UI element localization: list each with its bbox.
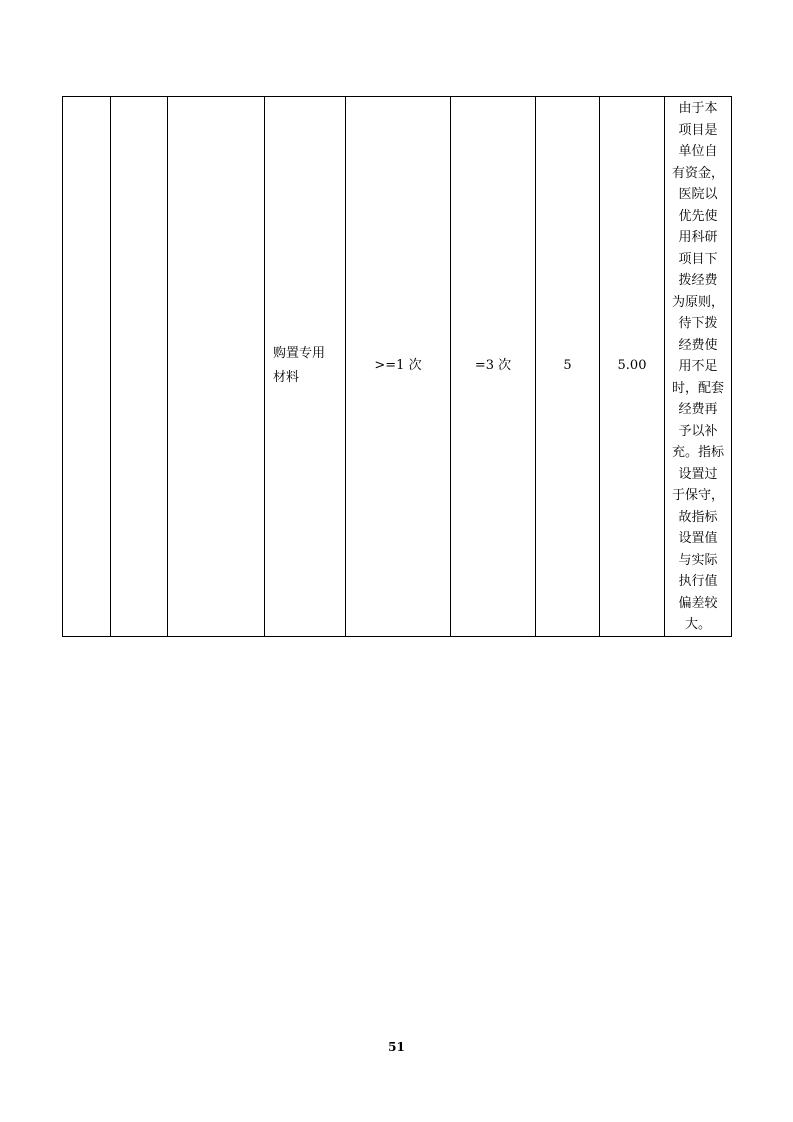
deviation-note-line: 单位自 bbox=[678, 144, 718, 159]
deviation-note-line: 用科研 bbox=[678, 230, 718, 245]
deviation-note-line: 充。指标 bbox=[671, 445, 724, 460]
cell-col2 bbox=[111, 97, 168, 637]
cell-actual-value: =3 次 bbox=[451, 97, 536, 637]
cell-score: 5.00 bbox=[600, 97, 665, 637]
deviation-note-line: 时，配套 bbox=[671, 380, 724, 396]
deviation-note-line: 有资金， bbox=[671, 165, 724, 181]
deviation-note-line: 设置值 bbox=[678, 531, 718, 546]
table-row bbox=[63, 97, 732, 637]
deviation-note-line: 偏差较 bbox=[678, 595, 718, 611]
cell-deviation-note bbox=[665, 97, 732, 637]
deviation-note-line: 用不足 bbox=[678, 359, 718, 374]
deviation-note-line: 优先使 bbox=[678, 208, 718, 224]
deviation-note-line: 予以补 bbox=[678, 423, 718, 439]
cell-target-value: >=1 次 bbox=[346, 97, 451, 637]
deviation-note-line: 设置过 bbox=[678, 466, 718, 482]
deviation-note-line: 经费再 bbox=[678, 402, 718, 417]
cell-indicator-name bbox=[265, 97, 346, 637]
deviation-note-line: 大。 bbox=[684, 617, 711, 632]
indicator-name-text: 购置专用 材料 bbox=[273, 346, 326, 386]
deviation-note-line: 执行值 bbox=[678, 574, 718, 589]
performance-table bbox=[62, 96, 732, 637]
deviation-note-lines bbox=[665, 98, 731, 636]
deviation-note-line: 项目下 bbox=[678, 251, 718, 267]
deviation-note-line: 为原则， bbox=[671, 294, 724, 310]
deviation-note-line: 于保守， bbox=[671, 488, 724, 503]
cell-col3 bbox=[168, 97, 265, 637]
page-number: 51 bbox=[388, 1040, 405, 1054]
performance-table-container bbox=[62, 96, 732, 637]
deviation-note-line: 项目是 bbox=[678, 122, 718, 138]
deviation-note-line: 医院以 bbox=[678, 187, 718, 202]
deviation-note-line: 待下拨 bbox=[678, 316, 718, 331]
deviation-note-line: 与实际 bbox=[678, 552, 718, 568]
deviation-note-line: 由于本 bbox=[678, 101, 718, 116]
cell-col1 bbox=[63, 97, 111, 637]
cell-weight: 5 bbox=[536, 97, 600, 637]
deviation-note-line: 拨经费 bbox=[678, 273, 718, 288]
deviation-note-line: 经费使 bbox=[678, 337, 718, 353]
deviation-note-line: 故指标 bbox=[678, 509, 718, 525]
